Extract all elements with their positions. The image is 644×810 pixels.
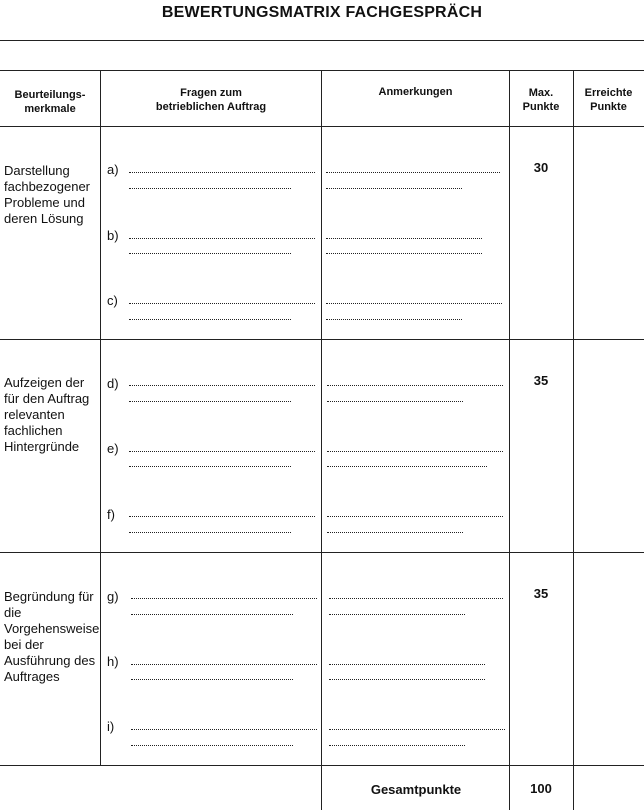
remark-line[interactable] — [327, 451, 503, 452]
question-line[interactable] — [129, 451, 315, 452]
question-line[interactable] — [129, 303, 315, 304]
question-line[interactable] — [129, 238, 315, 239]
table-top-border — [0, 70, 644, 71]
remark-line[interactable] — [326, 188, 462, 189]
max-points-3: 35 — [533, 586, 549, 601]
question-letter-h: h) — [107, 654, 119, 669]
remark-line[interactable] — [326, 172, 500, 173]
question-line[interactable] — [131, 745, 293, 746]
col-divider-1 — [100, 70, 101, 765]
remark-line[interactable] — [329, 598, 503, 599]
criterion-2: Aufzeigen der für den Auftrag relevanten fachlichen Hintergründe — [4, 375, 90, 454]
question-letter-b: b) — [107, 228, 119, 243]
total-label: Gesamtpunkte — [370, 782, 462, 797]
remark-line[interactable] — [329, 679, 485, 680]
question-line[interactable] — [129, 172, 315, 173]
remark-line[interactable] — [327, 401, 463, 402]
question-letter-d: d) — [107, 376, 119, 391]
total-value: 100 — [530, 781, 552, 796]
max-points-1: 30 — [533, 160, 549, 175]
section-1-bottom-border — [0, 339, 644, 340]
question-line[interactable] — [129, 532, 291, 533]
question-line[interactable] — [131, 598, 317, 599]
remark-line[interactable] — [327, 532, 463, 533]
header-bottom-border — [0, 126, 644, 127]
question-letter-g: g) — [107, 589, 119, 604]
criterion-1: Darstellung fachbezogener Probleme und deren Lösung — [4, 163, 91, 226]
remark-line[interactable] — [329, 729, 505, 730]
section-3-bottom-border — [0, 765, 644, 766]
remark-line[interactable] — [326, 253, 482, 254]
question-line[interactable] — [131, 664, 317, 665]
header-achieved-points: Erreichte Punkte — [584, 87, 633, 113]
header-questions: Fragen zum betrieblichen Auftrag — [155, 87, 267, 113]
question-line[interactable] — [129, 253, 291, 254]
question-line[interactable] — [129, 401, 291, 402]
col-divider-2 — [321, 70, 322, 810]
header-criteria: Beurteilungs- merkmale — [14, 89, 86, 115]
document-title: BEWERTUNGSMATRIX FACHGESPRÄCH — [161, 4, 483, 21]
max-points-2: 35 — [533, 373, 549, 388]
question-line[interactable] — [131, 679, 293, 680]
remark-line[interactable] — [329, 664, 485, 665]
remark-line[interactable] — [326, 319, 462, 320]
remark-line[interactable] — [329, 745, 465, 746]
question-line[interactable] — [129, 466, 291, 467]
remark-line[interactable] — [327, 466, 487, 467]
section-2-bottom-border — [0, 552, 644, 553]
header-max-points: Max. Punkte — [522, 87, 560, 113]
col-divider-4 — [573, 70, 574, 810]
question-letter-f: f) — [107, 507, 115, 522]
rule-under-title — [0, 40, 644, 41]
col-divider-3 — [509, 70, 510, 810]
question-line[interactable] — [129, 516, 315, 517]
remark-line[interactable] — [329, 614, 465, 615]
question-line[interactable] — [131, 614, 293, 615]
question-letter-a: a) — [107, 162, 119, 177]
remark-line[interactable] — [327, 516, 503, 517]
question-line[interactable] — [131, 729, 317, 730]
question-letter-e: e) — [107, 441, 119, 456]
question-line[interactable] — [129, 188, 291, 189]
question-line[interactable] — [129, 385, 315, 386]
remark-line[interactable] — [326, 303, 502, 304]
question-letter-i: i) — [107, 719, 115, 734]
criterion-3: Begründung für die Vorgehensweise bei der Ausführung des Auftrages — [4, 589, 100, 684]
question-letter-c: c) — [107, 293, 118, 308]
question-line[interactable] — [129, 319, 291, 320]
header-remarks: Anmerkungen — [378, 86, 453, 98]
remark-line[interactable] — [326, 238, 482, 239]
remark-line[interactable] — [327, 385, 503, 386]
